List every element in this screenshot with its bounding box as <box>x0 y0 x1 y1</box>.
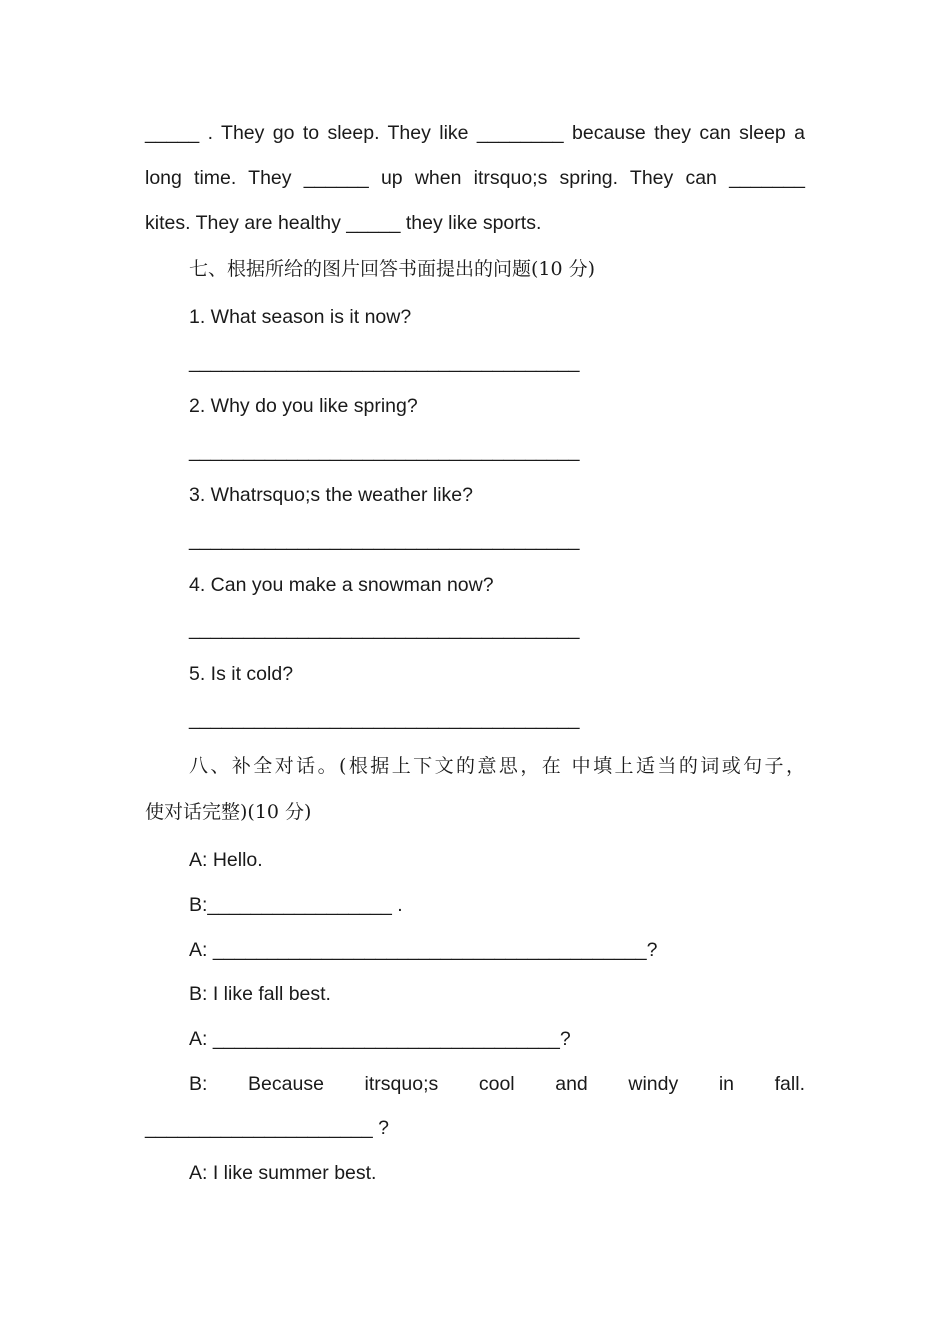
dialogue-line-2: B:_________________ . <box>189 894 403 916</box>
answer-line-2: ____________________________________ <box>189 440 580 462</box>
passage-line-3: kites. They are healthy _____ they like sports. <box>145 212 542 234</box>
question-4: 4. Can you make a snowman now? <box>189 574 494 596</box>
dialogue-line-8: A: I like summer best. <box>189 1162 377 1184</box>
section-8-heading-line-1: 八、补全对话。(根据上下文的意思，在 中填上适当的词或句子， <box>189 755 805 777</box>
dialogue-line-3: A: ________________________________________? <box>189 939 658 961</box>
section-8-heading-line-2: 使对话完整)(10 分) <box>145 801 312 823</box>
question-2: 2. Why do you like spring? <box>189 395 418 417</box>
dialogue-line-4: B: I like fall best. <box>189 983 331 1005</box>
question-3: 3. Whatrsquo;s the weather like? <box>189 484 473 506</box>
dialogue-line-6: B: Because itrsquo;s cool and windy in fall. <box>189 1073 805 1095</box>
answer-line-5: ____________________________________ <box>189 708 580 730</box>
passage-line-2: long time. They ______ up when itrsquo;s spring. They can _______ <box>145 167 805 189</box>
dialogue-line-1: A: Hello. <box>189 849 263 871</box>
section-7-heading: 七、根据所给的图片回答书面提出的问题(10 分) <box>189 258 596 280</box>
answer-line-3: ____________________________________ <box>189 529 580 551</box>
answer-line-1: ____________________________________ <box>189 351 580 373</box>
passage-line-1: _____ . They go to sleep. They like ________ because they can sleep a <box>145 122 805 144</box>
question-5: 5. Is it cold? <box>189 663 294 685</box>
dialogue-line-7: _____________________ ? <box>145 1117 390 1139</box>
dialogue-line-5: A: ________________________________? <box>189 1028 571 1050</box>
answer-line-4: ____________________________________ <box>189 618 580 640</box>
question-1: 1. What season is it now? <box>189 306 412 328</box>
